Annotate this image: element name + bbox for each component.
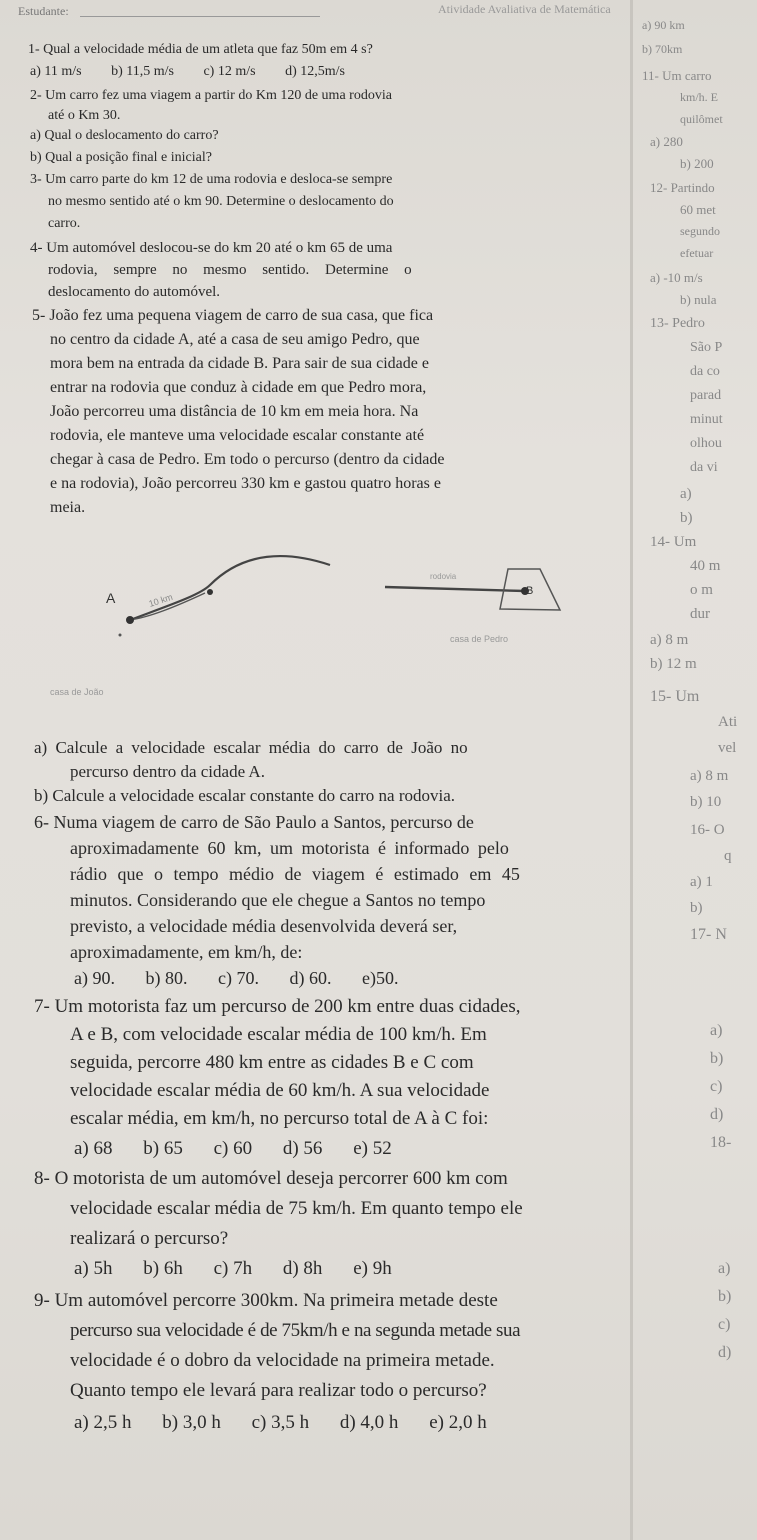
q9-option-b: b) 3,0 h [162,1412,221,1433]
right-col-40: c) [710,1078,723,1095]
q4-line-1: 4- Um automóvel deslocou-se do km 20 até o km 65 de uma [30,240,393,256]
q8-line-1: 8- O motorista de um automóvel deseja percorrer 600 km com [34,1168,508,1189]
right-col-28: 15- Um [650,688,700,705]
right-col-18: olhou [690,436,722,451]
q7-line-1: 7- Um motorista faz um percurso de 200 km entre duas cidades, [34,996,521,1017]
city-road-curve [130,556,330,620]
q8-line-2: velocidade escalar média de 75 km/h. Em quanto tempo ele [70,1198,523,1219]
right-col-30: vel [718,740,737,756]
q6-option-d: d) 60. [289,968,332,988]
q9-option-c: c) 3,5 h [251,1412,310,1433]
q9-line-3: velocidade é o dobro da velocidade na primeira metade. [70,1350,495,1371]
q6-line-1: 6- Numa viagem de carro de São Paulo a Santos, percurso de [34,812,474,832]
q5-line-7: chegar à casa de Pedro. Em todo o percurso (dentro da cidade [50,451,445,468]
q9-line-4: Quanto tempo ele levará para realizar todo o percurso? [70,1380,487,1401]
q9-option-a: a) 2,5 h [74,1412,132,1433]
q6-option-b: b) 80. [145,968,188,988]
q9-line-2: percurso sua velocidade é de 75km/h e na segunda metade sua [70,1320,521,1341]
right-col-16: parad [690,388,722,403]
label-b: B [526,585,534,597]
label-distance: 10 km [147,591,174,609]
q9-option-e: e) 2,0 h [429,1412,487,1433]
right-col-6: b) 200 [680,156,714,171]
right-col-42: 18- [710,1134,732,1151]
right-col-21: b) [680,510,693,526]
right-col-14: São P [690,340,723,355]
q4-line-2: rodovia, sempre no mesmo sentido. Determine o [48,262,412,278]
q8-option-b: b) 6h [143,1258,183,1279]
q2-item-b: b) Qual a posição final e inicial? [30,150,212,165]
label-casa-pedro: casa de Pedro [450,634,509,644]
right-col-29: Ati [718,714,738,730]
q5-line-6: rodovia, ele manteve uma velocidade escalar constante até [50,427,425,444]
q9-options [74,1412,704,1434]
worksheet-title: Atividade Avaliativa de Matemática [438,2,611,16]
q3-line-1: 3- Um carro parte do km 12 de uma rodovia e desloca-se sempre [30,172,393,187]
right-col-26: a) 8 m [650,632,689,648]
q7-option-c: c) 60 [213,1138,253,1159]
q5-item-a-2: percurso dentro da cidade A. [70,762,265,781]
right-col-38: a) [710,1022,723,1039]
q8-option-d: d) 8h [282,1258,323,1279]
q5-line-8: e na rodovia), João percorreu 330 km e gastou quatro horas e [50,475,441,492]
q1-text: 1- Qual a velocidade média de um atleta que faz 50m em 4 s? [28,42,373,57]
q8-line-3: realizará o percurso? [70,1228,229,1249]
q9-option-d: d) 4,0 h [339,1412,399,1433]
right-col-3: km/h. E [680,90,718,104]
q1-option-a: a) 11 m/s [30,64,82,79]
q2-line-2: até o Km 30. [48,108,121,123]
right-col-4: quilômet [680,112,723,126]
q9-line-1: 9- Um automóvel percorre 300km. Na primeira metade deste [34,1290,498,1311]
right-col-27: b) 12 m [650,656,697,672]
q6-option-e: e)50. [361,968,399,988]
right-col-22: 14- Um [650,534,697,550]
q3-line-2: no mesmo sentido até o km 90. Determine o deslocamento do [48,194,394,209]
right-col-5: a) 280 [650,134,683,149]
q2-line-1: 2- Um carro fez uma viagem a partir do Km 120 de uma rodovia [30,88,392,103]
q5-line-2: no centro da cidade A, até a casa de seu amigo Pedro, que [50,331,420,348]
q8-option-e: e) 9h [353,1258,392,1279]
q1-option-d: d) 12,5m/s [285,64,345,79]
right-col-44: b) [718,1288,732,1305]
right-col-8: 60 met [680,202,716,217]
q5-line-4: entrar na rodovia que conduz à cidade em que Pedro mora, [50,379,427,396]
q6-option-c: c) 70. [217,968,259,988]
right-col-2: 11- Um carro [642,68,712,83]
q5-line-1: 5- João fez uma pequena viagem de carro de sua casa, que fica [32,307,434,324]
label-road: rodovia [430,572,457,581]
right-col-25: dur [690,606,710,622]
right-col-19: da vi [690,460,718,475]
q6-option-a: a) 90. [74,968,115,988]
q6-line-6: aproximadamente, em km/h, de: [70,942,303,962]
q5-line-9: meia. [50,499,86,516]
right-col-43: a) [718,1260,731,1277]
right-col-10: efetuar [680,246,714,260]
right-col-31: a) 8 m [690,768,729,784]
q6-line-4: minutos. Considerando que ele chegue a Santos no tempo [70,890,486,910]
right-col-37: 17- N [690,926,727,943]
q1-option-c: c) 12 m/s [203,64,256,79]
q6-line-2: aproximadamente 60 km, um motorista é informado pelo [70,838,509,858]
right-col-34: q [724,848,732,864]
right-col-36: b) [690,900,703,916]
point-a-marker [126,616,134,624]
right-col-41: d) [710,1106,724,1123]
right-col-17: minut [690,412,723,427]
q7-option-d: d) 56 [282,1138,323,1159]
q1-options [30,64,660,80]
q7-options [74,1138,704,1160]
q2-item-a: a) Qual o deslocamento do carro? [30,128,219,143]
right-col-24: o m [690,582,713,598]
label-casa-joao: casa de João [50,687,104,697]
right-col-11: a) -10 m/s [650,270,703,285]
q7-option-e: e) 52 [353,1138,392,1159]
q8-option-a: a) 5h [74,1258,113,1279]
q6-options [74,968,704,989]
q1-option-b: b) 11,5 m/s [111,64,174,79]
q3-line-3: carro. [48,216,81,231]
right-col-35: a) 1 [690,874,713,890]
right-col-12: b) nula [680,292,717,307]
right-col-33: 16- O [690,822,725,838]
student-label: Estudante: [18,4,69,18]
q7-option-b: b) 65 [143,1138,183,1159]
q6-line-3: rádio que o tempo médio de viagem é estimado em 45 [70,864,520,884]
q5-item-a-1: a) Calcule a velocidade escalar média do carro de João no [34,738,468,757]
route-figure [0,525,630,710]
student-name-line [80,16,320,17]
right-col-7: 12- Partindo [650,180,715,195]
q6-line-5: previsto, a velocidade média desenvolvida deverá ser, [70,916,458,936]
q7-line-2: A e B, com velocidade escalar média de 100 km/h. Em [70,1024,487,1045]
right-col-32: b) 10 [690,794,722,810]
right-col-20: a) [680,486,692,502]
house-dot [119,634,122,637]
right-col-13: 13- Pedro [650,316,705,331]
q7-line-3: seguida, percorre 480 km entre as cidades B e C com [70,1052,474,1073]
right-col-0: a) 90 km [642,18,685,32]
right-col-45: c) [718,1316,731,1333]
q5-item-b: b) Calcule a velocidade escalar constante do carro na rodovia. [34,786,456,805]
label-a: A [106,590,116,606]
right-col-1: b) 70km [642,42,683,56]
q7-option-a: a) 68 [74,1138,113,1159]
q8-options [74,1258,704,1280]
q5-line-3: mora bem na entrada da cidade B. Para sair de sua cidade e [50,355,429,372]
q7-line-4: velocidade escalar média de 60 km/h. A sua velocidade [70,1080,490,1101]
right-col-9: segundo [680,224,720,238]
right-col-23: 40 m [690,558,721,574]
q5-line-5: João percorreu uma distância de 10 km em meia hora. Na [50,403,419,420]
q8-option-c: c) 7h [213,1258,253,1279]
right-col-46: d) [718,1344,732,1361]
city-exit-marker [207,589,213,595]
q7-line-5: escalar média, em km/h, no percurso total de A à C foi: [70,1108,489,1129]
right-col-39: b) [710,1050,724,1067]
right-col-15: da co [690,364,720,379]
q4-line-3: deslocamento do automóvel. [48,284,221,300]
